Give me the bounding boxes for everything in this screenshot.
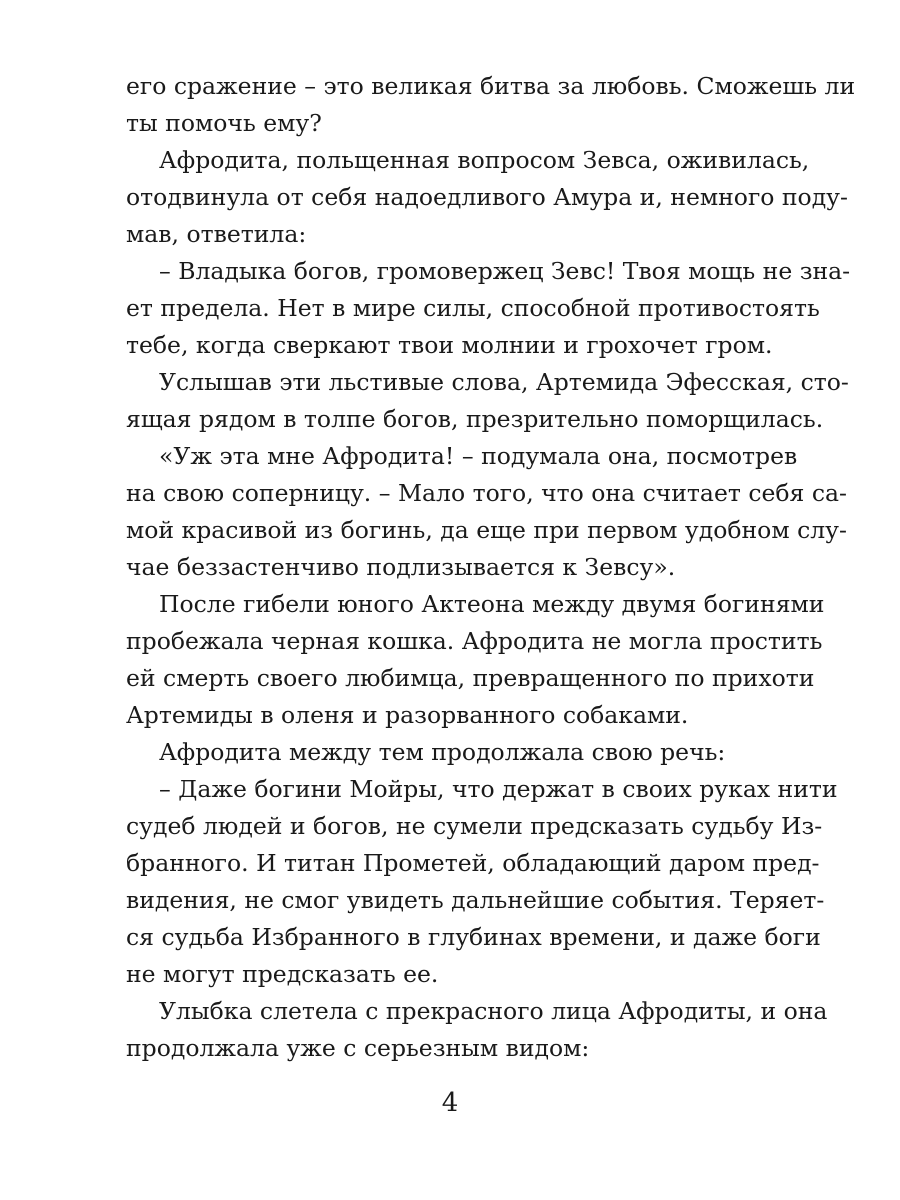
text-line: Афродита, польщенная вопросом Зевса, оживилась, [159, 146, 810, 174]
text-line: продолжала уже с серьезным видом: [126, 1034, 590, 1062]
text-line: – Даже богини Мойры, что держат в своих руках нити [159, 775, 838, 803]
text-line: – Владыка богов, громовержец Зевс! Твоя мощь не зна- [159, 257, 851, 285]
text-line: Афродита между тем продолжала свою речь: [159, 738, 726, 766]
text-line: мав, ответила: [126, 220, 307, 248]
text-line: тебе, когда сверкают твои молнии и грохочет гром. [126, 331, 773, 359]
page-number: 4 [441, 1088, 459, 1118]
text-line: ся судьба Избранного в глубинах времени, и даже боги [126, 923, 821, 951]
text-line: ящая рядом в толпе богов, презрительно поморщилась. [126, 405, 824, 433]
text-line: его сражение – это великая битва за любовь. Сможешь ли [126, 72, 856, 100]
text-line: ей смерть своего любимца, превращенного по прихоти [126, 664, 815, 692]
text-line: Улыбка слетела с прекрасного лица Афродиты, и она [159, 997, 828, 1025]
text-line: судеб людей и богов, не сумели предсказать судьбу Из- [126, 812, 823, 840]
text-line: Артемиды в оленя и разорванного собаками. [126, 701, 689, 729]
body-text [126, 68, 856, 1067]
text-line: ты помочь ему? [126, 109, 322, 137]
text-line: чае беззастенчиво подлизывается к Зевсу». [126, 553, 676, 581]
text-line: ет предела. Нет в мире силы, способной противостоять [126, 294, 820, 322]
text-line: отодвинула от себя надоедливого Амура и, немного поду- [126, 183, 848, 211]
text-line: Услышав эти льстивые слова, Артемида Эфесская, сто- [159, 368, 849, 396]
text-line: пробежала черная кошка. Афродита не могла простить [126, 627, 823, 655]
text-line: мой красивой из богинь, да еще при первом удобном слу- [126, 516, 847, 544]
text-line: видения, не смог увидеть дальнейшие события. Теряет- [126, 886, 825, 914]
text-line: бранного. И титан Прометей, обладающий даром пред- [126, 849, 820, 877]
text-line: не могут предсказать ее. [126, 960, 439, 988]
text-line: на свою соперницу. – Мало того, что она считает себя са- [126, 479, 847, 507]
text-line: «Уж эта мне Афродита! – подумала она, посмотрев [159, 442, 798, 470]
text-line: После гибели юного Актеона между двумя богинями [159, 590, 825, 618]
